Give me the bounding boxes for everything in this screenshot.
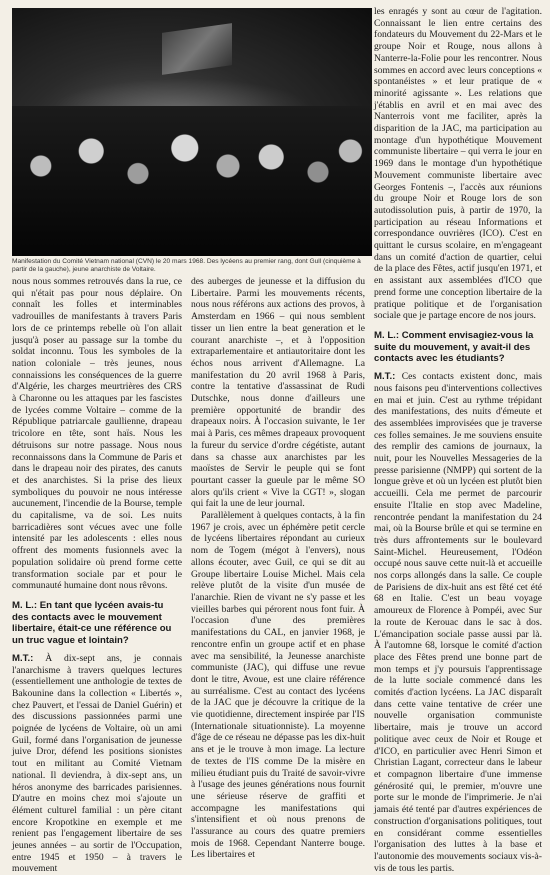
photo-crowd	[12, 106, 372, 256]
interview-answer	[374, 371, 542, 874]
interview-question: M. L.: Comment envisagiez-vous la suite du mouvement, y avait-il des contacts avec les étudiants?	[374, 329, 534, 365]
column-left	[12, 276, 182, 875]
interview-answer	[12, 653, 182, 875]
paragraph: des auberges de jeunesse et la diffusion du Libertaire. Parmi les mouvements récents, nous nous référons aux actions des provos, à Amsterdam en 1966 – qui nous semblent tisser un lien entre la beat generation et le courant anarchiste –, et à l'opposition extraparlementaire et antiautoritaire dont les échos nous arrivent d'Allemagne. La manifestation du 20 avril 1968 à Paris, contre la tentative d'assassinat de Rudi Dutschke, nous donne d'ailleurs une première opportunité de brandir des drapeaux noirs. À l'occasion suivante, le 1er mai à Paris, ces mêmes drapeaux provoquent la fureur du service d'ordre cégétiste, autant dans sa chasse aux anarchistes par les maoïstes de Servir le peuple qui se font pourtant casser la gueule par le même SO alors qu'ils crient « Vive la CGT! », slogan qui fait la une de leur journal.	[191, 276, 365, 510]
interview-question: M. L.: En tant que lycéen avais-tu des contacts avec le mouvement libertaire, était-ce une référence ou un truc vague et lointain?	[12, 599, 172, 647]
answer-text: Ces contacts existent donc, mais nous faisons peu d'interventions collectives en mai et juin. C'est au rythme trépidant des manifestations, des nuits d'émeute et des assemblées improvisées que je traverse ces folles semaines. Je me souviens ensuite des remplir des camions de journaux, la nuit, pour les Nouvelles Messageries de la presse parisienne (NMPP) qui sortent de la longue grève et où un lycéen est plutôt bien accueilli. Cela me permet de parcourir ensuite l'Italie en stop avec Madeline, rencontrée pendant la manifestation du 24 mai, où la Bourse brûle et qui se termine en très durs affrontements sur le boulevard Saint-Michel. Heureusement, l'Odéon occupé nous sauve cette nuit-là et accueille nos corps allongés dans la salle. Ce couple de Parisiens de dix-huit ans est fêté cet été 68 en Italie. C'est un beau voyage amoureux de Florence à Pompéi, avec Sur la route de Kerouac dans le sac à dos. L'émancipation sociale passe aussi par là. À l'automne 68, lorsque le comité d'action place des Fêtes prend une bonne part de mon temps et j'y poursuis l'apprentissage de la lutte sociale commencé dans les comités d'action lycéens. La JAC disparaît dans cette vaine tentative de créer une nouvelle organisation communiste libertaire, mais je trouve un accord politique avec ceux de Noir et Rouge et d'ICO, en particulier avec Henri Simon et Christian Lagant, correcteur dans le labeur et compagnon libertaire d'une immense générosité qui, le premier, m'ouvre une porte sur le monde de l'imprimerie. Je n'ai jamais été tenté par d'autres expériences de construction d'organisations politiques, tout en considérant comme essentielles l'organisation des luttes à la base et l'autonomie des mouvements sociaux vis-à-vis de tous les partis.	[374, 371, 542, 874]
photo-flag	[162, 23, 232, 75]
answer-label: M.T.:	[12, 652, 34, 664]
paragraph: Parallèlement à quelques contacts, à la fin 1967 je crois, avec un éphémère petit cercle de lycéens libertaires répondant au curieux nom de Togem (mégot à l'envers), nous allons écouter, avec Guil, ce qui se dit au Groupe libertaire Louise Michel. Mais cela relève plutôt de la visite d'un musée de l'anarchie. Rien de vivant ne s'y passe et les vieilles barbes qui pérorent nous font fuir. À l'occasion d'une des premières manifestations du CAL, en janvier 1968, je rencontre enfin un groupe actif et en phase avec ma sensibilité, la Jeunesse anarchiste communiste (JAC), qui diffuse une revue dont le titre, Avoue, est une claire référence au surréalisme. C'est au contact des lycéens de la JAC que je découvre la critique de la vie quotidienne, directement inspirée par l'IS (Internationale situationniste). La moyenne d'âge de ce réseau ne dépasse pas les dix-huit ans et je le trouve à mon image. La lecture de textes de l'IS comme De la misère en milieu étudiant puis du Traité de savoir-vivre à l'usage des jeunes générations nous fournit une sérieuse réserve de graffiti et accompagne les manifestations qui s'intensifient et où nous prenons de l'assurance au cours des quatre premiers mois de 1968. Cependant Nanterre bouge. Les libertaires et	[191, 510, 365, 861]
answer-label: M.T.:	[374, 371, 396, 383]
answer-text: À dix-sept ans, je connais l'anarchisme à travers quelques lectures (essentiellement une anthologie de textes de Bakounine dans la collection « Libertés », chez Pauvert, et l'essai de Daniel Guérin) et des discussions passionnées parmi une poignée de lycéens de Voltaire, où un ami Guil, formé dans l'organisation de jeunesse juive Dror, défend les positions sionistes tout en militant au Comité Vietnam national. Il deviendra, à dix-sept ans, un héros anonyme des barricades parisiennes. D'autre en moins chez moi s'ajoute un élément culturel familial : un père citant encore Kropotkine en exemple et me renient pas l'engagement libertaire de ses jeunes années – au sortir de l'Occupation, entre 1945 et 1950 – à travers le mouvement	[12, 652, 182, 875]
paragraph: nous nous sommes retrouvés dans la rue, ce qui n'était pas pour nous déplaire. On connaît les folles et interminables vadrouilles de manifestants à travers Paris lors de ce printemps rebelle où l'on allait jusqu'à poser au passage sur la tombe du soldat inconnu. Tous les symboles de la nation coloniale – très jeunes, nous connaissions les conséquences de la guerre d'Algérie, les charges meurtrières des CRS à Charonne ou les attaques par les fascistes de lycées comme Voltaire – comme de la République patriarcale gaullienne, drapeau tricolore en tête, sont haïs. Nous les détruisons sur notre passage. Nous nous reconnaissons dans la Commune de Paris et dans le drapeau noir des pirates, des canuts et des anarchistes. Si la prise des lieux symboliques du pouvoir ne nous intéresse aucunement, l'incendie de la Bourse, temple du capitalisme, va de soi. Les nuits barricadières sont vécues avec une folle intensité par les adolescents : elles nous offrent des moments fusionnels avec la population solidaire où prend forme cette transformation sociale par et pour le communauté humaine dont nous rêvons.	[12, 276, 182, 592]
protest-photo	[12, 8, 372, 256]
column-right	[374, 6, 542, 874]
column-middle	[191, 276, 365, 861]
paragraph: les enragés y sont au cœur de l'agitation. Connaissant le lien entre certains des fondateurs du Mouvement du 22-Mars et le groupe Noir et Rouge, nous allons à Nanterre-la-Folie pour les rencontrer. Nous sommes en accord avec leurs conceptions « spontanéistes » et leur pratique de « minorité agissante ». Les relations que j'établis en avril et en mai avec des Nanterrois vont me faciliter, après la disparition de la JAC, ma participation au montage d'un hypothétique Mouvement communiste libertaire – qui verra le jour en 1969 dans le montage d'un hypothétique Mouvement communiste libertaire avec Georges Fontenis –, l'accès aux réunions du groupe Noir et Rouge lors de son autodissolution puis, à partir de 1970, la participation au réseau Informations et correspondance ouvrières (ICO). C'est en quittant le cursus scolaire, en m'engageant dans un comité d'action de quartier, celui de la place des Fêtes, actif jusqu'en 1971, et en assistant aux assemblées d'ICO que prend forme une conception libertaire de la pratique politique et de l'organisation sociale que je partage encore de nos jours.	[374, 6, 542, 322]
photo-caption: Manifestation du Comité Vietnam national (CVN) le 20 mars 1968. Des lycéens au premier rang, dont Gull (cinquième à partir de la gauche), jeune anarchiste de Voltaire.	[12, 258, 361, 273]
